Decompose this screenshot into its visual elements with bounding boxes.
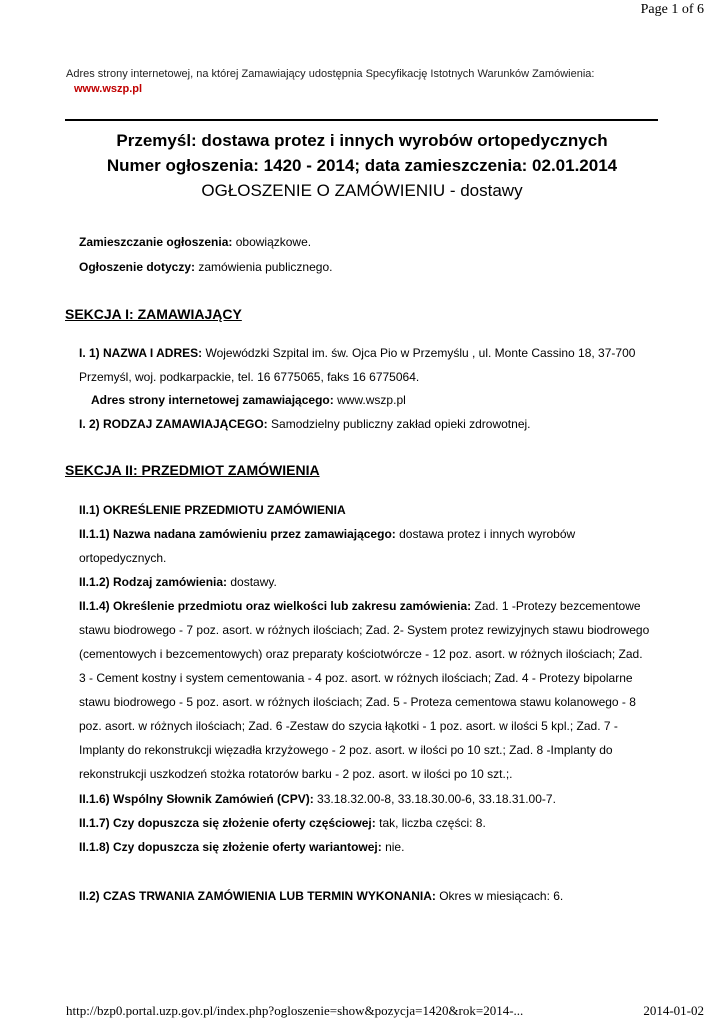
ii11 [79, 526, 575, 542]
page-number: Page 1 of 6 [640, 2, 704, 17]
field-label: II.1.7) Czy dopuszcza się złożenie oferty częściowej: [79, 816, 376, 830]
ii14-line: rekonstrukcji uszkodzeń stożka rotatorów barku - 2 poz. asort. w ilości po 10 szt.;. [79, 767, 513, 781]
section-1-heading: SEKCJA I: ZAMAWIAJĄCY [65, 306, 242, 322]
field-value: zamówienia publicznego. [198, 260, 333, 274]
siwz-site-link[interactable]: www.wszp.pl [74, 83, 143, 95]
field-label: I. 1) NAZWA I ADRES: [79, 346, 203, 360]
field-label: II.1.1) Nazwa nadana zamówieniu przez zamawiającego: [79, 527, 396, 541]
ii14-line: Implanty do rekonstrukcji więzadła krzyżowego - 2 poz. asort. w ilości po 10 szt.; Zad. 8 -Implanty do [79, 743, 613, 757]
ii14-line: stawu biodrowego - 7 poz. asort. w różnych ilościach; Zad. 2- System protez rewizyjnych stawu biodrowego [79, 623, 650, 637]
field-value: Wojewódzki Szpital im. św. Ojca Pio w Przemyślu , ul. Monte Cassino 18, 37-700 [205, 346, 636, 360]
field-label: II.2) CZAS TRWANIA ZAMÓWIENIA LUB TERMIN WYKONANIA: [79, 889, 436, 903]
ii12 [79, 574, 277, 590]
ii16 [79, 791, 556, 807]
field-value: 33.18.32.00-8, 33.18.30.00-6, 33.18.31.00-7. [317, 792, 556, 806]
field-label: Adres strony internetowej zamawiającego: [91, 393, 334, 407]
field-value: Okres w miesiącach: 6. [439, 889, 564, 903]
field-label: II.1.4) Określenie przedmiotu oraz wielkości lub zakresu zamówienia: [79, 599, 472, 613]
field-value: Zad. 1 -Protezy bezcementowe [474, 599, 641, 613]
intro-dotyczy [79, 259, 332, 275]
announcement-type: OGŁOSZENIE O ZAMÓWIENIU - dostawy [201, 181, 523, 200]
field-label: II.1.2) Rodzaj zamówienia: [79, 575, 228, 589]
field-label: II.1.8) Czy dopuszcza się złożenie oferty wariantowej: [79, 840, 382, 854]
field-value: nie. [385, 840, 405, 854]
footer-url[interactable]: http://bzp0.portal.uzp.gov.pl/index.php?ogloszenie=show&pozycja=1420&rok=2014-... [66, 1003, 524, 1018]
field-label: II.1) OKREŚLENIE PRZEDMIOTU ZAMÓWIENIA [79, 503, 346, 517]
intro-zamieszczanie [79, 234, 311, 250]
section-2-heading: SEKCJA II: PRZEDMIOT ZAMÓWIENIA [65, 462, 320, 478]
field-value: tak, liczba części: 8. [379, 816, 486, 830]
field-value[interactable]: www.wszp.pl [337, 393, 406, 407]
section1-www [91, 392, 406, 408]
section1-nazwa-cont: Przemyśl, woj. podkarpackie, tel. 16 6775065, faks 16 6775064. [79, 370, 420, 384]
header-divider [65, 119, 658, 121]
footer-date: 2014-01-02 [643, 1003, 704, 1018]
field-label: II.1.6) Wspólny Słownik Zamówień (CPV): [79, 792, 314, 806]
field-label: Zamieszczanie ogłoszenia: [79, 235, 233, 249]
ii14-line: (cementowych i bezcementowych) oraz preparaty kościotwórcze - 12 poz. asort. w różnych ilościach; Zad. [79, 647, 643, 661]
ii11-cont: ortopedycznych. [79, 551, 167, 565]
field-value: dostawa protez i innych wyrobów [399, 527, 576, 541]
ii18 [79, 839, 404, 855]
ii1-heading [79, 502, 346, 518]
page-title: Przemyśl: dostawa protez i innych wyrobów ortopedycznych [116, 131, 608, 150]
field-label: I. 2) RODZAJ ZAMAWIAJĄCEGO: [79, 417, 268, 431]
siwz-site-note: Adres strony internetowej, na której Zamawiający udostępnia Specyfikację Istotnych Warunków Zamówienia: [66, 68, 595, 80]
field-value: obowiązkowe. [235, 235, 312, 249]
field-value: Samodzielny publiczny zakład opieki zdrowotnej. [271, 417, 531, 431]
field-label: Ogłoszenie dotyczy: [79, 260, 196, 274]
section1-rodzaj [79, 416, 531, 432]
ii14-line: 3 - Cement kostny i system cementowania - 4 poz. asort. w różnych ilościach; Zad. 4 - Protezy bipolarne [79, 671, 633, 685]
section1-nazwa [79, 345, 635, 361]
ii17 [79, 815, 486, 831]
ii14-line: poz. asort. w różnych ilościach; Zad. 6 -Zestaw do szycia łąkotki - 1 poz. asort. w ilości 5 kpl.; Zad. 7 - [79, 719, 618, 733]
announcement-number: Numer ogłoszenia: 1420 - 2014; data zamieszczenia: 02.01.2014 [106, 156, 618, 175]
ii2 [79, 888, 563, 904]
ii14 [79, 598, 641, 614]
ii14-line: stawu biodrowego - 5 poz. asort. w różnych ilościach; Zad. 5 - Proteza cementowa stawu kolanowego - 8 [79, 695, 636, 709]
field-value: dostawy. [230, 575, 277, 589]
